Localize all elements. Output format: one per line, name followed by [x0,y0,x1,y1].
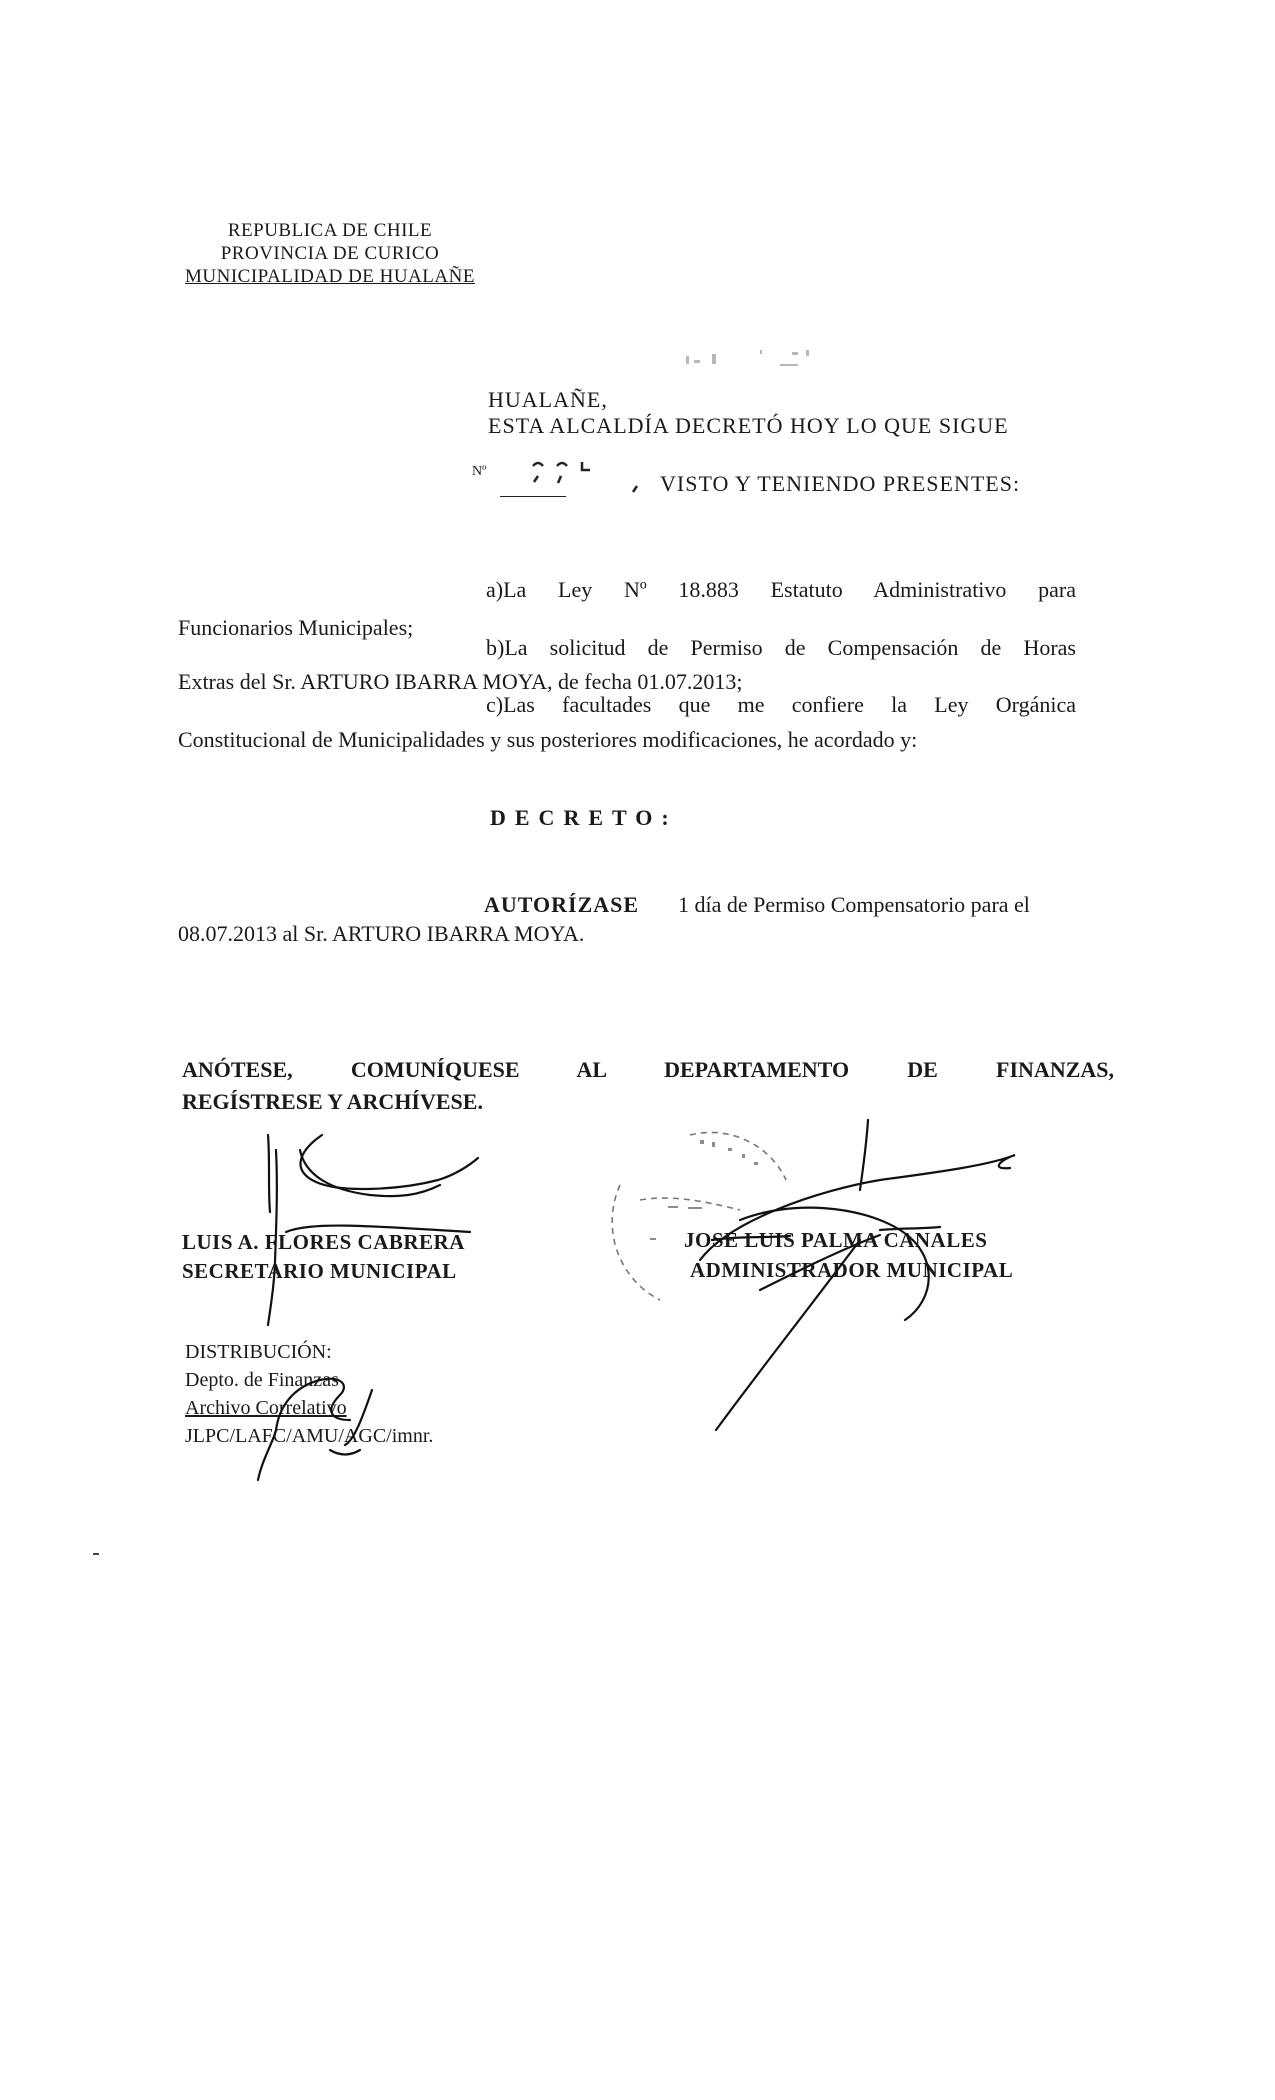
left-signer-name: LUIS A. FLORES CABRERA [182,1230,465,1254]
decree-keyword: AUTORÍZASE [484,892,640,917]
place-label: HUALAÑE, [488,387,608,412]
right-signer-title: ADMINISTRADOR MUNICIPAL [690,1258,1014,1282]
closing-line1: ANÓTESE, COMUNÍQUESE AL DEPARTAMENTO DE FINANZAS, [182,1057,1114,1082]
closing-line2: REGÍSTRESE Y ARCHÍVESE. [182,1089,483,1114]
decree-heading-line: ESTA ALCALDÍA DECRETÓ HOY LO QUE SIGUE [488,413,1009,438]
decree-number-prefix: Nº [472,464,487,479]
decree-line2: 08.07.2013 al Sr. ARTURO IBARRA MOYA. [178,921,585,946]
letterhead-province: PROVINCIA DE CURICO [220,243,440,264]
decree-number-handwriting [533,462,637,492]
distribution-item-archivo: Archivo Correlativo [185,1397,347,1419]
consideration-a-line2: Funcionarios Municipales; [178,615,414,640]
left-signature-icon [258,1135,478,1480]
faint-stamp-marks [686,350,809,366]
consideration-c-line2: Constitucional de Municipalidades y sus posteriores modificaciones, he acordado y: [178,727,918,752]
decree-line1-rest: 1 día de Permiso Compensatorio para el [678,892,1030,917]
distribution-item-finanzas: Depto. de Finanzas [185,1369,339,1391]
consideration-c-line1: c)Las facultades que me confiere la Ley Orgánica [486,692,1076,717]
decree-title: DECRETO: [490,805,678,830]
consideration-b-line1: b)La solicitud de Permiso de Compensación de Horas [486,635,1076,660]
consideration-a-line1: a)La Ley Nº 18.883 Estatuto Administrativo para [486,577,1076,602]
right-signer-name: JOSE LUIS PALMA CANALES [684,1228,988,1252]
distribution-heading: DISTRIBUCIÓN: [185,1341,332,1363]
left-signer-title: SECRETARIO MUNICIPAL [182,1259,457,1283]
right-signature-icon [700,1120,1015,1430]
consideration-b-line2: Extras del Sr. ARTURO IBARRA MOYA, de fecha 01.07.2013; [178,669,743,694]
visto-line: VISTO Y TENIENDO PRESENTES: [660,471,1021,496]
letterhead-municipality: MUNICIPALIDAD DE HUALAÑE [185,266,475,287]
seal-text-marks [650,1140,758,1240]
page-edge-mark [93,1553,99,1555]
letterhead-republic: REPUBLICA DE CHILE [227,220,433,241]
distribution-initials: JLPC/LAFC/AMU/AGC/imnr. [185,1425,434,1447]
